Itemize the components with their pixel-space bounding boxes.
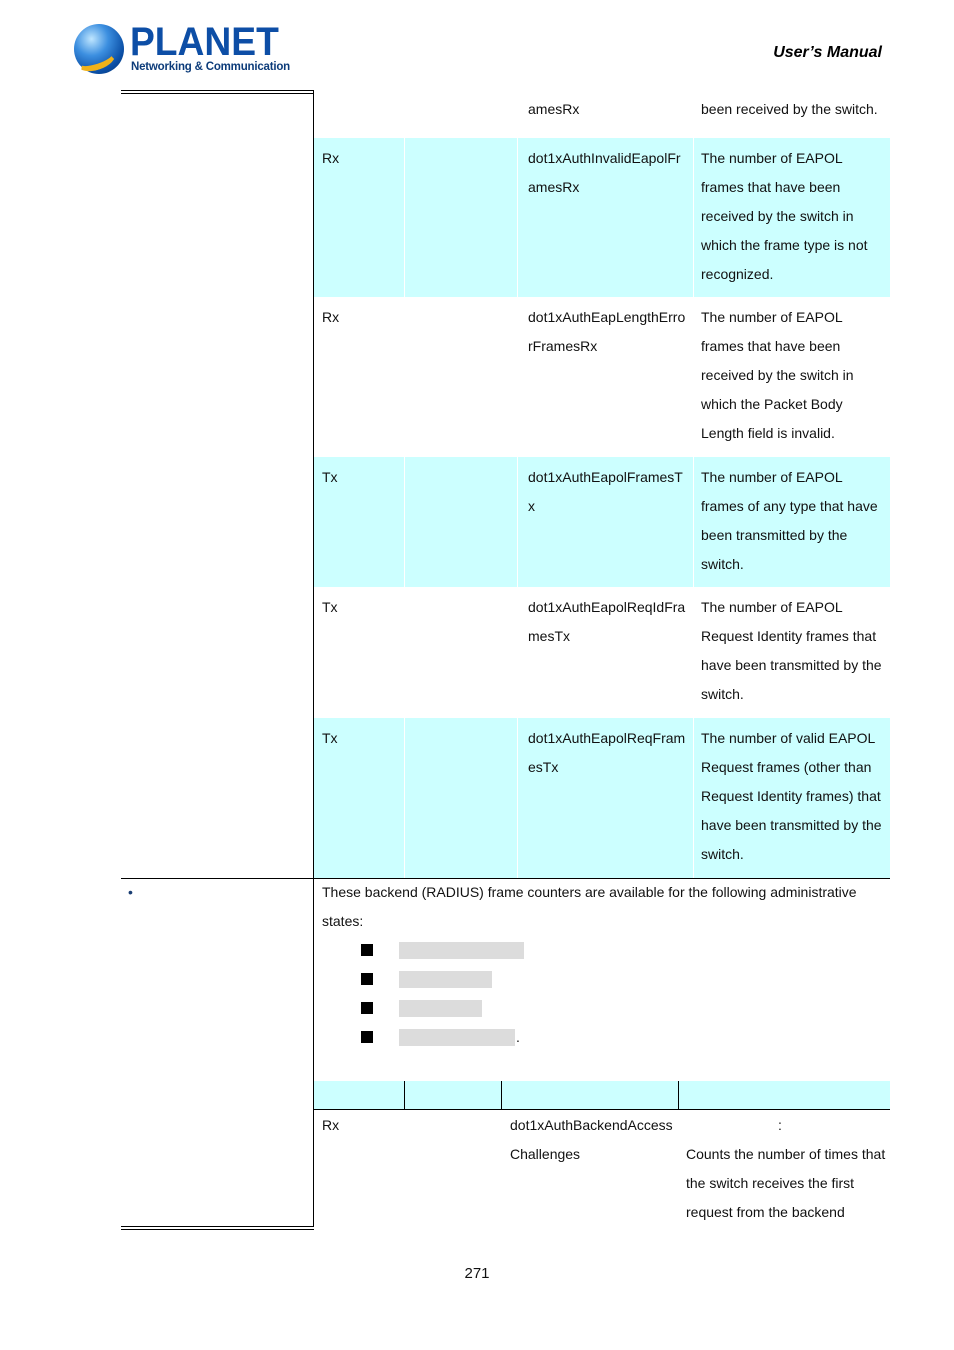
counter-description: The number of EAPOL frames that have been received by the switch in which the Packet Body Length field is invalid. <box>701 309 854 441</box>
section-bullet: • <box>128 884 133 900</box>
square-bullet-icon <box>361 1002 373 1014</box>
redacted-text <box>399 942 524 959</box>
backend-counter-name: dot1xAuthBackendAccessChallenges <box>510 1117 673 1162</box>
planet-logo <box>74 20 291 78</box>
counter-name: dot1xAuthInvalidEapolFramesRx <box>528 150 681 195</box>
redacted-text <box>399 1029 515 1046</box>
page-number: 271 <box>464 1265 490 1282</box>
table-row <box>314 718 890 878</box>
left-column-top-rule <box>121 90 314 94</box>
counter-name: dot1xAuthEapolReqFramesTx <box>528 730 686 775</box>
table-row <box>314 457 890 587</box>
list-period: . <box>516 1029 520 1045</box>
square-bullet-icon <box>361 973 373 985</box>
counter-name: dot1xAuthEapolFramesTx <box>528 469 683 514</box>
redacted-text <box>399 971 492 988</box>
counter-name: amesRx <box>528 101 580 117</box>
counter-name: dot1xAuthEapolReqIdFramesTx <box>528 599 686 644</box>
table-row <box>314 94 890 138</box>
backend-table-header <box>314 1081 890 1110</box>
counter-description: The number of EAPOL Request Identity frames that have been transmitted by the switch. <box>701 599 882 702</box>
manual-title: User’s Manual <box>773 44 882 61</box>
table-row <box>314 587 890 718</box>
backend-intro: These backend (RADIUS) frame counters are available for the following administrative states: <box>322 884 857 929</box>
counter-direction: Tx <box>322 730 338 746</box>
backend-description: Counts the number of times that the switch receives the first request from the backend <box>686 1146 886 1220</box>
square-bullet-icon <box>361 1031 373 1043</box>
table-row <box>314 138 890 297</box>
counter-direction: Tx <box>322 599 338 615</box>
redacted-text <box>399 1000 482 1017</box>
counter-description: The number of EAPOL frames that have been received by the switch in which the frame type is not recognized. <box>701 150 868 282</box>
square-bullet-icon <box>361 944 373 956</box>
counter-direction: Rx <box>322 309 340 325</box>
left-column-bottom-rule <box>121 1226 314 1230</box>
counter-direction: Tx <box>322 469 338 485</box>
brand-tagline: Networking & Communication <box>131 61 291 73</box>
counter-description: been received by the switch. <box>701 101 878 117</box>
counter-direction: Rx <box>322 150 340 166</box>
table-row <box>314 297 890 457</box>
backend-direction: Rx <box>322 1117 340 1133</box>
backend-colon: : <box>778 1117 782 1133</box>
counter-description: The number of EAPOL frames of any type that have been transmitted by the switch. <box>701 469 878 572</box>
counter-name: dot1xAuthEapLengthErrorFramesRx <box>528 309 686 354</box>
counter-description: The number of valid EAPOL Request frames (other than Request Identity frames) that have been transmitted by the switch. <box>701 730 882 862</box>
brand-name: PLANET <box>130 20 279 64</box>
